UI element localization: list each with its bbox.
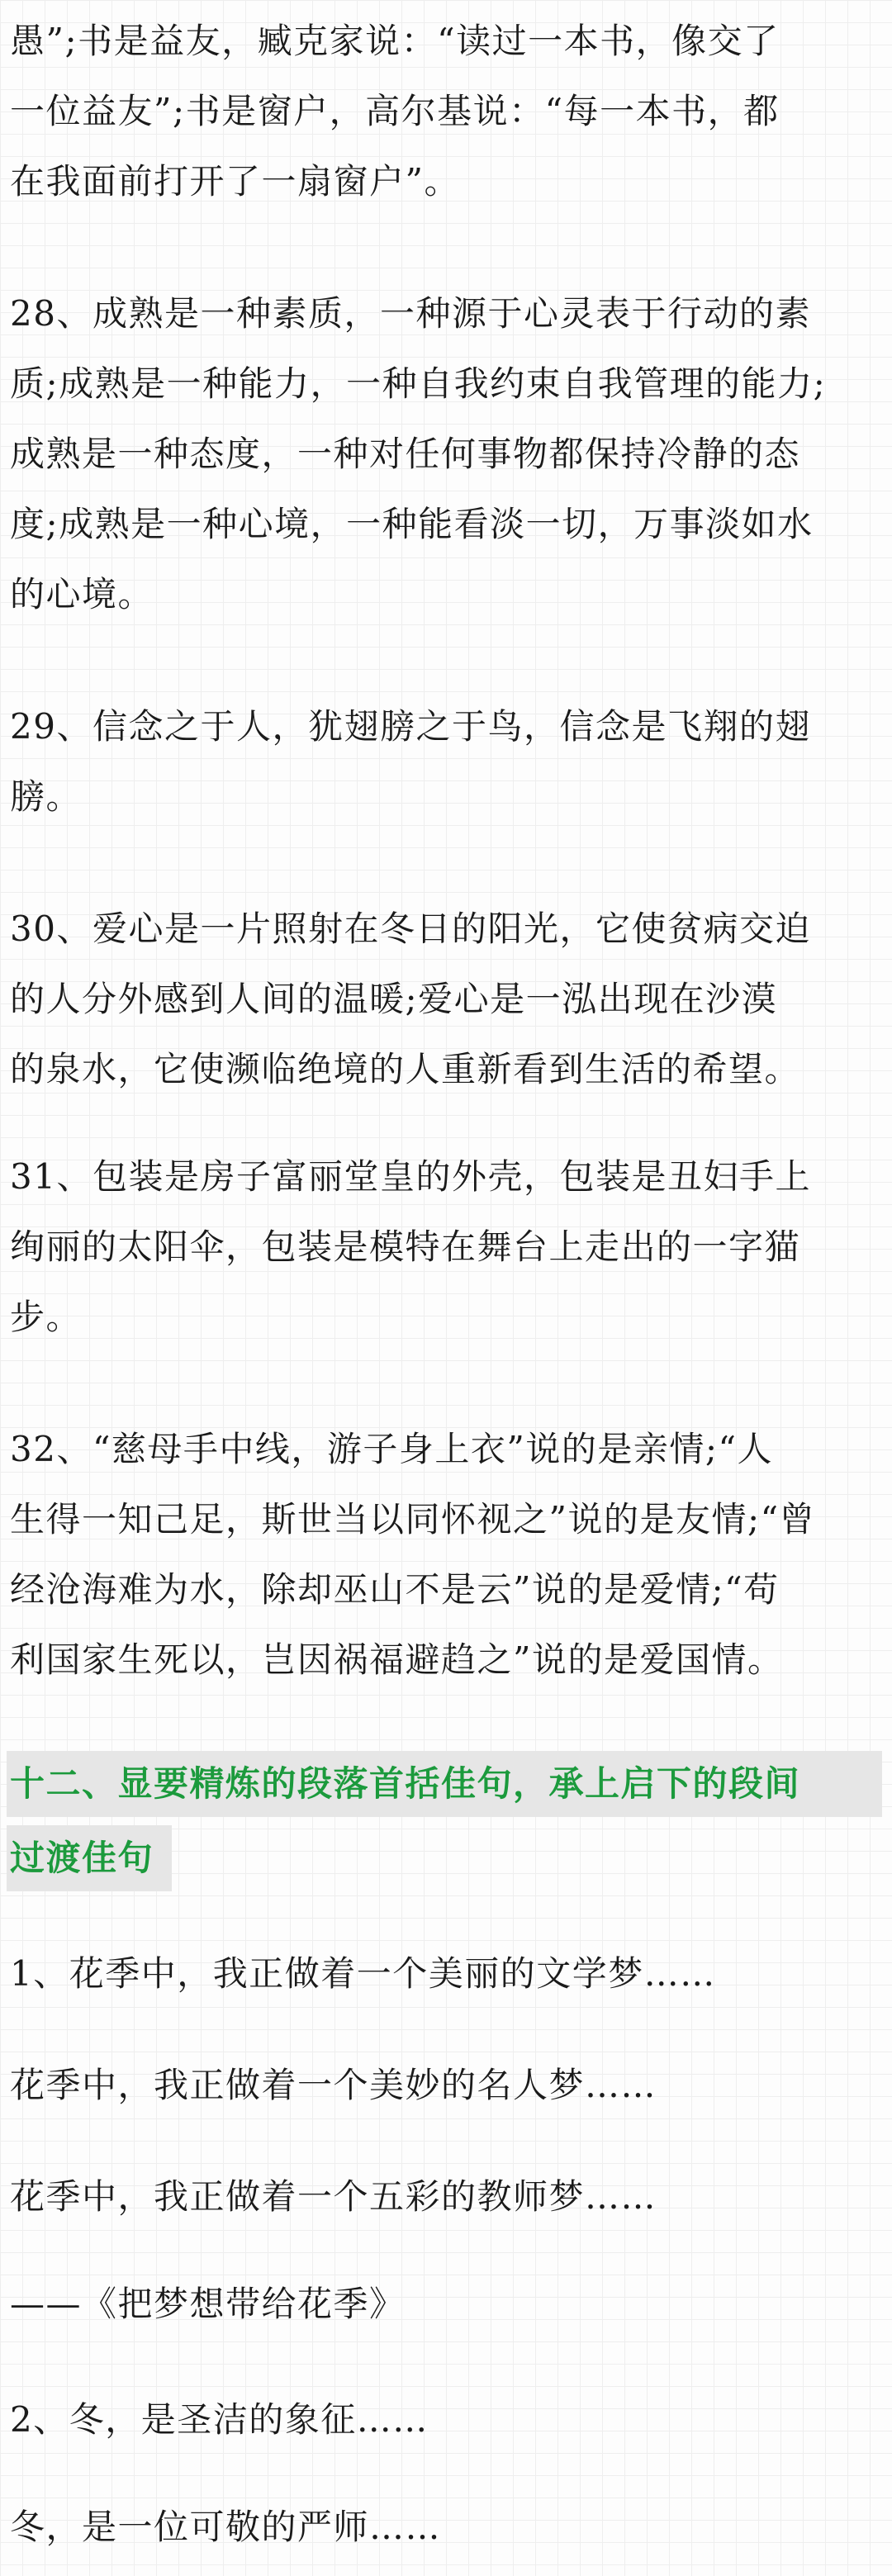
paragraph-line: 的泉水，它使濒临绝境的人重新看到生活的希望。	[10, 1049, 801, 1089]
list-item: 冬，是一位可敬的严师……	[10, 2507, 442, 2547]
paragraph-line: 膀。	[10, 776, 83, 817]
paragraph-line: 31、包装是房子富丽堂皇的外壳，包装是丑妇手上	[10, 1156, 811, 1197]
list-item: 2、冬，是圣洁的象征……	[10, 2399, 429, 2440]
paragraph-line: 步。	[10, 1297, 83, 1337]
list-item: 花季中，我正做着一个五彩的教师梦……	[10, 2176, 657, 2217]
paragraph-line: 的人分外感到人间的温暖;爱心是一泓出现在沙漠	[10, 979, 778, 1019]
paragraph-line: 32、“慈母手中线，游子身上衣”说的是亲情;“人	[10, 1429, 774, 1469]
paragraph-line: 经沧海难为水，除却巫山不是云”说的是爱情;“苟	[10, 1569, 780, 1610]
paragraph-line: 28、成熟是一种素质，一种源于心灵表于行动的素	[10, 293, 811, 334]
paragraph-line: 质;成熟是一种能力，一种自我约束自我管理的能力;	[10, 363, 827, 404]
paragraph-line: 的心境。	[10, 574, 154, 614]
paragraph-line: 绚丽的太阳伞，包装是模特在舞台上走出的一字猫	[10, 1226, 801, 1267]
paragraph-line: 一位益友”;书是窗户，高尔基说：“每一本书，都	[10, 91, 780, 131]
paragraph-line: 生得一知己足，斯世当以同怀视之”说的是友情;“曾	[10, 1499, 816, 1539]
section-heading-line: 十二、显要精炼的段落首括佳句，承上启下的段间	[10, 1763, 801, 1804]
paragraph-line: 29、信念之于人，犹翅膀之于鸟，信念是飞翔的翅	[10, 706, 811, 747]
section-heading-line: 过渡佳句	[10, 1838, 154, 1878]
paragraph-line: 在我面前打开了一扇窗户”。	[10, 161, 460, 202]
paragraph-line: 利国家生死以，岂因祸福避趋之”说的是爱国情。	[10, 1639, 784, 1680]
source-attribution: ——《把梦想带给花季》	[10, 2284, 406, 2324]
paragraph-line: 30、爱心是一片照射在冬日的阳光，它使贫病交迫	[10, 908, 811, 949]
paragraph-line: 成熟是一种态度，一种对任何事物都保持冷静的态	[10, 434, 801, 474]
paragraph-line: 愚”;书是益友，臧克家说：“读过一本书，像交了	[10, 21, 780, 61]
paragraph-line: 度;成熟是一种心境，一种能看淡一切，万事淡如水	[10, 504, 814, 544]
list-item: 1、花季中，我正做着一个美丽的文学梦……	[10, 1953, 716, 1994]
list-item: 花季中，我正做着一个美妙的名人梦……	[10, 2065, 657, 2105]
